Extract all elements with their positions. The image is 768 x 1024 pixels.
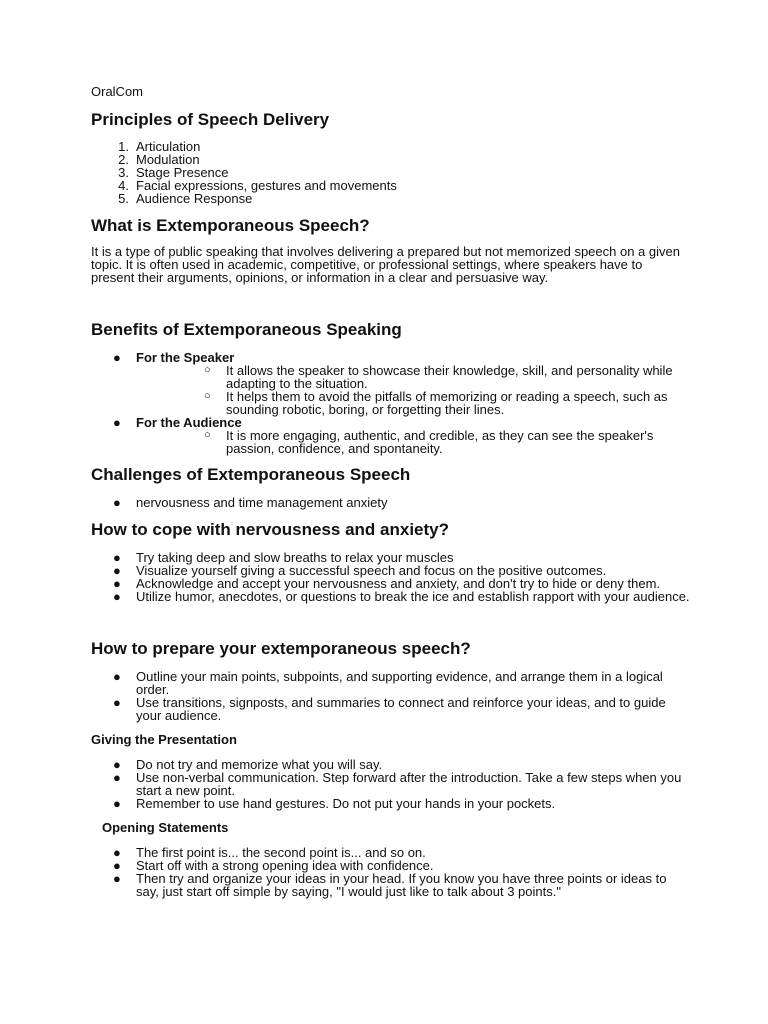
bullet-icon: ●: [113, 858, 121, 873]
circle-bullet-icon: ○: [204, 429, 211, 441]
bullet-icon: ●: [113, 669, 121, 684]
list-item: 2. Modulation: [118, 152, 200, 167]
bullet-icon: ●: [113, 796, 121, 811]
bullet-icon: ●: [113, 350, 121, 365]
challenges-heading: Challenges of Extemporaneous Speech: [91, 465, 411, 484]
course-label: OralCom: [91, 84, 144, 99]
list-item: ● For the Speaker ○ It allows the speaker to showcase their knowledge, skill, and personality while adapting to the situation. ○ It helps them to avoid the pitfalls of memorizing or reading a speech, such as sounding robotic, boring, or forgetting their lines.: [91, 351, 691, 416]
bullet-icon: ●: [113, 576, 121, 591]
giving-list: [91, 758, 691, 810]
list-item: ● nervousness and time management anxiety: [113, 495, 388, 510]
list-item: ● Remember to use hand gestures. Do not put your hands in your pockets.: [113, 796, 556, 811]
circle-bullet-icon: ○: [204, 390, 211, 402]
principles-heading: Principles of Speech Delivery: [91, 110, 330, 129]
list-item: ● Outline your main points, subpoints, and supporting evidence, and arrange them in a logical order.: [113, 669, 663, 697]
cope-heading: How to cope with nervousness and anxiety?: [91, 520, 450, 539]
list-item: ● Utilize humor, anecdotes, or questions to break the ice and establish rapport with your audience.: [113, 589, 690, 604]
list-item: ● Try taking deep and slow breaths to relax your muscles: [113, 550, 454, 565]
circle-bullet-icon: ○: [204, 364, 211, 376]
sublist: [136, 364, 691, 416]
prepare-list: [91, 670, 691, 722]
bullet-icon: ●: [113, 871, 121, 886]
list-item: ● Visualize yourself giving a successful speech and focus on the positive outcomes.: [113, 563, 607, 578]
bullet-icon: ●: [113, 757, 121, 772]
list-item: ○ It is more engaging, authentic, and credible, as they can see the speaker's passion, confidence, and spontaneity.: [204, 428, 654, 456]
bullet-icon: ●: [113, 563, 121, 578]
list-item: ● Then try and organize your ideas in your head. If you know you have three points or ideas to say, just start off simple by saying, "I would just like to talk about 3 points.": [113, 871, 667, 899]
list-item: ● For the Audience ○ It is more engaging, authentic, and credible, as they can see the speaker's passion, confidence, and spontaneity.: [91, 416, 691, 455]
sublist: [136, 429, 691, 455]
bullet-icon: ●: [113, 415, 121, 430]
list-item: 4. Facial expressions, gestures and movements: [118, 178, 397, 193]
extemp-paragraph: It is a type of public speaking that involves delivering a prepared but not memorized speech on a given topic. It is often used in academic, competitive, or professional settings, where speakers have to present their arguments, opinions, or information in a clear and persuasive way.: [91, 244, 680, 285]
list-item: ● Acknowledge and accept your nervousness and anxiety, and don't try to hide or deny them.: [113, 576, 661, 591]
list-item: ● Use transitions, signposts, and summaries to connect and reinforce your ideas, and to guide your audience.: [113, 695, 666, 723]
list-item: ● Do not try and memorize what you will say.: [113, 757, 383, 772]
challenges-list: [91, 496, 691, 509]
bullet-icon: ●: [113, 495, 121, 510]
opening-list: [91, 846, 691, 898]
bullet-icon: ●: [113, 589, 121, 604]
list-item: 1. Articulation: [118, 139, 201, 154]
list-item: ○ It helps them to avoid the pitfalls of memorizing or reading a speech, such as sounding robotic, boring, or forgetting their lines.: [204, 389, 668, 417]
benefits-list: [91, 351, 691, 455]
bullet-icon: ●: [113, 550, 121, 565]
list-item: 3. Stage Presence: [118, 165, 229, 180]
list-item: ○ It allows the speaker to showcase their knowledge, skill, and personality while adapting to the situation.: [204, 363, 673, 391]
benefits-heading: Benefits of Extemporaneous Speaking: [91, 320, 402, 339]
list-item: ● Use non-verbal communication. Step forward after the introduction. Take a few steps when you start a new point.: [113, 770, 682, 798]
bullet-icon: ●: [113, 695, 121, 710]
giving-heading: Giving the Presentation: [91, 732, 237, 747]
list-item: ● The first point is... the second point is... and so on.: [113, 845, 426, 860]
opening-heading: Opening Statements: [102, 820, 229, 835]
cope-list: [91, 551, 691, 603]
prepare-heading: How to prepare your extemporaneous speech?: [91, 639, 471, 658]
list-item: 5. Audience Response: [118, 191, 253, 206]
list-item: ● Start off with a strong opening idea with confidence.: [113, 858, 434, 873]
principles-list: [91, 140, 691, 205]
bullet-icon: ●: [113, 845, 121, 860]
extemp-heading: What is Extemporaneous Speech?: [91, 216, 370, 235]
bullet-icon: ●: [113, 770, 121, 785]
